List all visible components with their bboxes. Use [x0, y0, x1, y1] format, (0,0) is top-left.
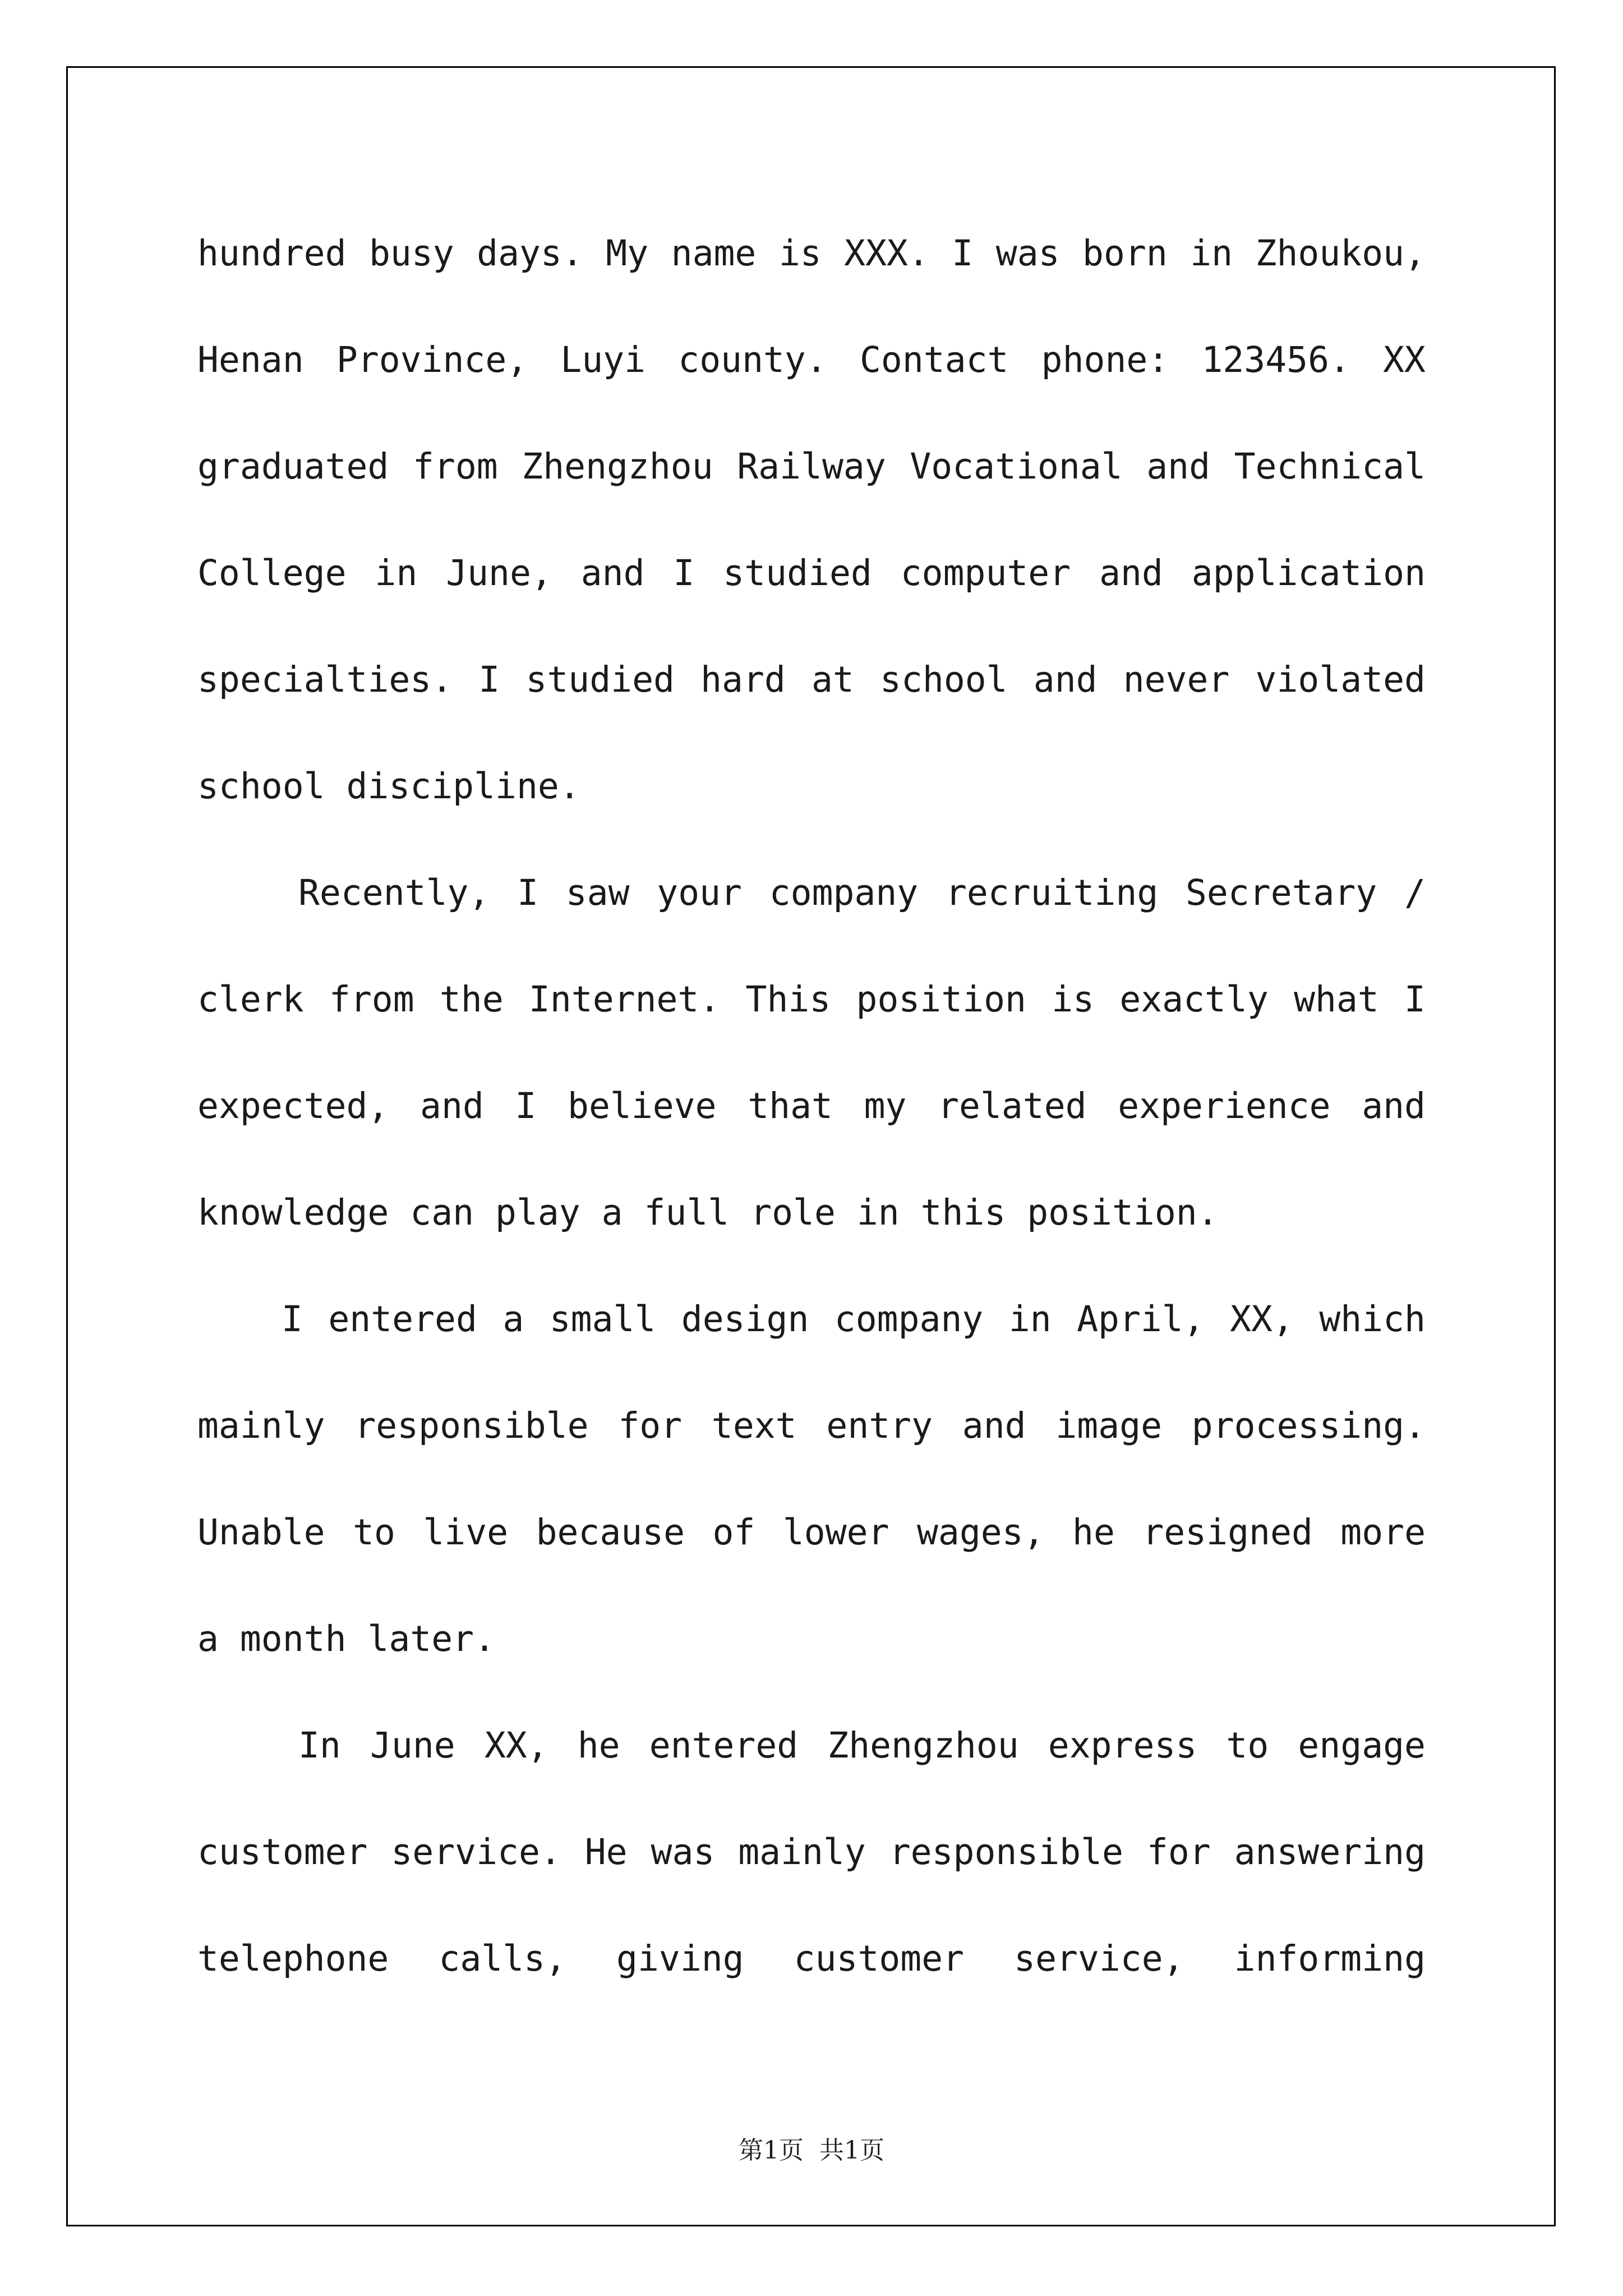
text-line: customer service. He was mainly responsible for answering: [197, 1832, 1426, 1872]
text-line: school discipline.: [197, 766, 580, 807]
text-line: College in June, and I studied computer and application: [197, 553, 1426, 593]
text-line: telephone calls, giving customer service, informing: [197, 1938, 1426, 1979]
text-line: mainly responsible for text entry and image processing.: [197, 1405, 1426, 1446]
text-line: specialties. I studied hard at school and never violated: [197, 659, 1426, 700]
page-number-footer: 第1页 共1页: [739, 2136, 884, 2165]
paragraph-first-line: In June XX, he entered Zhengzhou express to engage: [298, 1725, 1426, 1766]
paragraph-first-line: I entered a small design company in April, XX, which: [282, 1299, 1426, 1340]
text-line: graduated from Zhengzhou Railway Vocational and Technical: [197, 446, 1426, 487]
paragraph-first-line: Recently, I saw your company recruiting Secretary /: [298, 872, 1426, 913]
text-line: knowledge can play a full role in this position.: [197, 1192, 1219, 1233]
text-line: hundred busy days. My name is XXX. I was born in Zhoukou,: [197, 233, 1426, 274]
text-line: expected, and I believe that my related experience and: [197, 1085, 1426, 1126]
text-line: a month later.: [197, 1618, 496, 1659]
document-body: [197, 200, 1426, 2012]
text-line: Unable to live because of lower wages, he resigned more: [197, 1512, 1426, 1553]
text-line: clerk from the Internet. This position is exactly what I: [197, 979, 1426, 1020]
text-line: Henan Province, Luyi county. Contact phone: 123456. XX: [197, 339, 1426, 380]
